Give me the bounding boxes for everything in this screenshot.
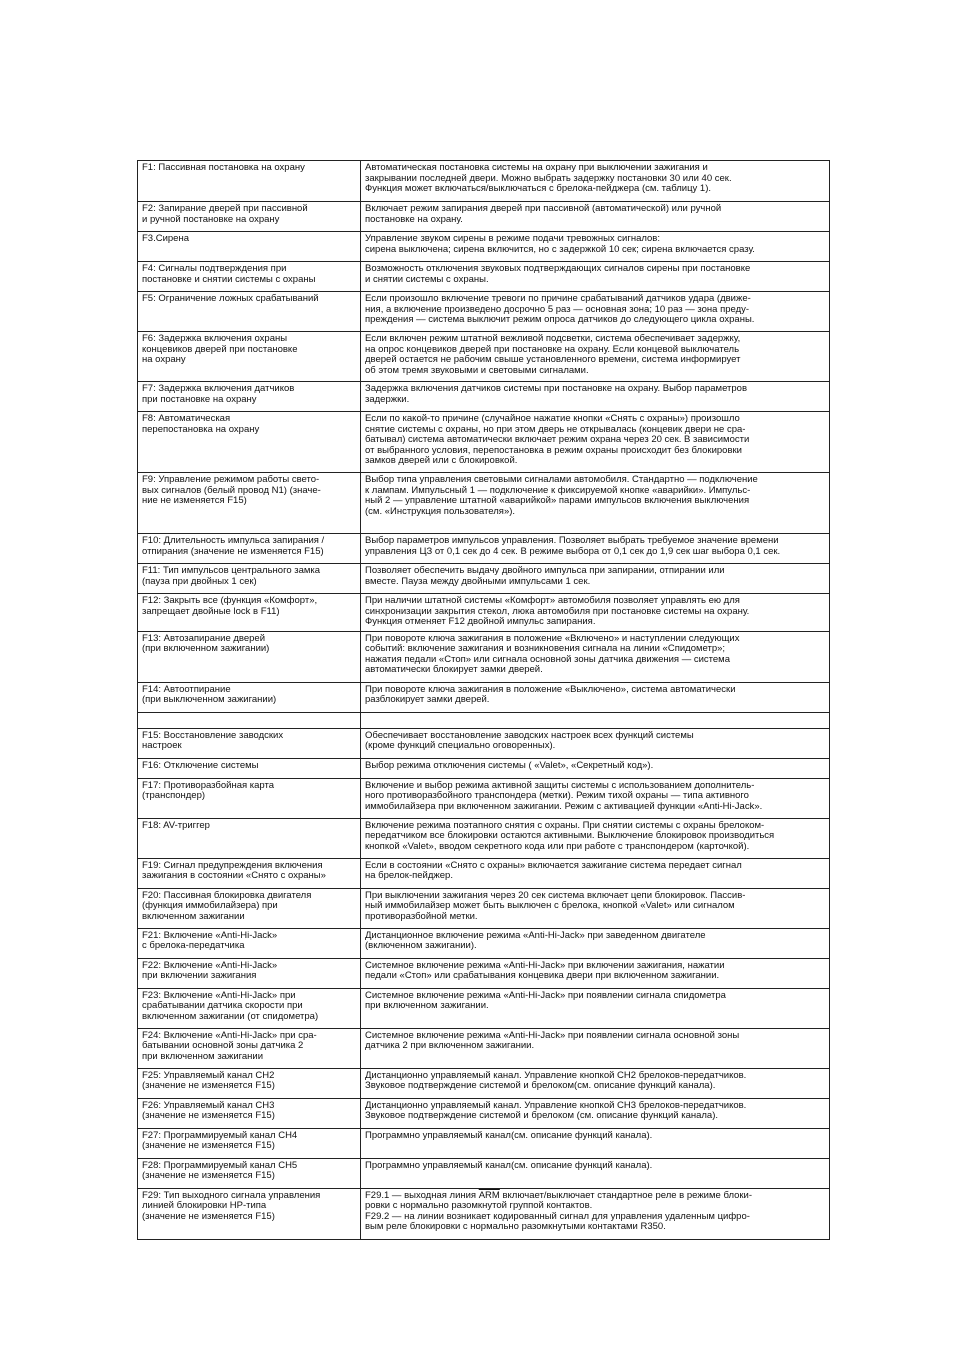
function-description-cell: Включает режим запирания дверей при пассивной (автоматической) или ручной постановке на охрану.: [361, 202, 830, 232]
functions-table: [137, 160, 830, 1240]
table-row: [138, 1028, 830, 1068]
function-description-cell: Системное включение режима «Anti-Hi-Jack» при появлении сигнала спидометра при включенном зажигании.: [361, 988, 830, 1028]
table-row: [138, 292, 830, 332]
function-name-cell: F16: Отключение системы: [138, 758, 361, 778]
description-text: включает/выключает стандартное реле в режиме блоки- ровки с нормально разомкнутой группой контактов. F29.2 — на линии возникает кодированный сигнал для управления удаленным цифро- вым реле блокировки с нормально разомкнутыми контактами R350.: [365, 1189, 753, 1232]
function-name-cell: F13: Автозапирание дверей (при включенном зажигании): [138, 631, 361, 682]
function-name-cell: F18: AV-триггер: [138, 818, 361, 858]
function-name-cell: F5: Ограничение ложных срабатываний: [138, 292, 361, 332]
function-description-cell: Выбор параметров импульсов управления. Позволяет выбрать требуемое значение времени управления ЦЗ от 0,1 сек до 4 сек. В режиме выбора от 0,1 сек до 1,9 сек шаг выбора 0,1 сек.: [361, 534, 830, 564]
table-row: [138, 262, 830, 292]
function-name-cell: F27: Программируемый канал CH4 (значение не изменяется F15): [138, 1128, 361, 1158]
function-name-cell: F17: Противоразбойная карта (транспондер): [138, 778, 361, 818]
function-name-cell: F10: Длительность импульса запирания / отпирания (значение не изменяется F15): [138, 534, 361, 564]
function-name-cell: F21: Включение «Anti-Hi-Jack» с брелока-передатчика: [138, 928, 361, 958]
function-name-cell: F15: Восстановление заводских настроек: [138, 728, 361, 758]
table-row: [138, 232, 830, 262]
function-description-cell: Если включен режим штатной вежливой подсветки, система обеспечивает задержку, на опрос концевиков дверей при постановке на охрану. Если концевой выключатель дверей остается не рабочим свыше установленного времени, система информирует об этом тремя звуковыми и световыми сигналами.: [361, 332, 830, 382]
arm-line-label: $\overline{ARM}$: [478, 1189, 500, 1201]
table-row: [138, 473, 830, 534]
function-name-cell: F14: Автоотпирание (при выключенном зажигании): [138, 682, 361, 712]
table-row: [138, 758, 830, 778]
function-description-cell: Если в состоянии «Снято с охраны» включается зажигание система передает сигнал на брелок-пейджер.: [361, 858, 830, 888]
function-description-cell: Включение и выбор режима активной защиты системы с использованием дополнитель- ного противоразбойного транспондера (метки). Режим тихой охраны — типа активного иммобилайзера при включенном зажигании. Режим с активацией функции «Anti-Hi-Jack».: [361, 778, 830, 818]
table-row: [138, 958, 830, 988]
function-name-cell: F23: Включение «Anti-Hi-Jack» при срабатывании датчика скорости при включенном зажигании (от спидометра): [138, 988, 361, 1028]
function-description-cell: Если произошло включение тревоги по причине срабатываний датчиков удара (движе- ния, а включение произведено досрочно 5 раз — основная зона; 10 раз — зона преду- преждения — система выключит режим опроса датчиков до следующего цикла охраны.: [361, 292, 830, 332]
functions-table-body: [138, 161, 830, 1240]
table-row: [138, 988, 830, 1028]
function-name-cell: F20: Пассивная блокировка двигателя (функция иммобилайзера) при включенном зажигании: [138, 888, 361, 928]
table-row: [138, 202, 830, 232]
function-name-cell: F1: Пассивная постановка на охрану: [138, 161, 361, 202]
function-name-cell: F25: Управляемый канал CH2 (значение не изменяется F15): [138, 1068, 361, 1098]
function-description-cell: Возможность отключения звуковых подтверждающих сигналов сирены при постановке и снятии системы с охраны.: [361, 262, 830, 292]
function-description-cell: Выбор режима отключения системы ( «Valet», «Секретный код»).: [361, 758, 830, 778]
table-row: [138, 412, 830, 473]
function-description-cell: Дистанционное включение режима «Anti-Hi-Jack» при заведенном двигателе (включенном зажигании).: [361, 928, 830, 958]
function-name-cell: F4: Сигналы подтверждения при постановке и снятии системы с охраны: [138, 262, 361, 292]
function-description-cell: Дистанционно управляемый канал. Управление кнопкой CH3 брелоков-передатчиков. Звуковое подтверждение системой и брелоком (см. описание функций канала).: [361, 1098, 830, 1128]
function-name-cell: F24: Включение «Anti-Hi-Jack» при сра- батывании основной зоны датчика 2 при включенном зажигании: [138, 1028, 361, 1068]
description-text: F29.1 — выходная линия: [365, 1189, 479, 1201]
function-description-cell: Обеспечивает восстановление заводских настроек всех функций системы (кроме функций специально оговоренных).: [361, 728, 830, 758]
function-name-cell: F2: Запирание дверей при пассивной и ручной постановке на охрану: [138, 202, 361, 232]
function-description-cell: Автоматическая постановка системы на охрану при выключении зажигания и закрывании последней двери. Можно выбрать задержку постановки 30 или 40 сек. Функция может включаться/выключаться с брелока-пейджера (см. таблицу 1).: [361, 161, 830, 202]
table-row: [138, 564, 830, 594]
function-name-cell: F11: Тип импульсов центрального замка (пауза при двойных 1 сек): [138, 564, 361, 594]
function-name-cell: F8: Автоматическая перепостановка на охрану: [138, 412, 361, 473]
function-description-cell: При повороте ключа зажигания в положение «Включено» и наступлении следующих событий: включение зажигания и возникновения сигнала на линии «Спидометр»; нажатия педали «Стоп» или сигнала основной зоны датчика движения — система автоматически блокирует замки дверей.: [361, 631, 830, 682]
table-row: [138, 928, 830, 958]
table-row: [138, 728, 830, 758]
function-description-cell: При повороте ключа зажигания в положение «Выключено», система автоматически разблокирует замки дверей.: [361, 682, 830, 712]
table-row: [138, 382, 830, 412]
table-row: [138, 888, 830, 928]
table-row: [138, 682, 830, 712]
table-row: [138, 778, 830, 818]
function-description-cell: Задержка включения датчиков системы при постановке на охрану. Выбор параметров задержки.: [361, 382, 830, 412]
table-row: [138, 332, 830, 382]
table-row: [138, 631, 830, 682]
function-description-cell: При наличии штатной системы «Комфорт» автомобиля позволяет управлять ею для синхронизации закрытия стекол, люка автомобиля при постановке системы на охрану. Функция отменяет F12 двойной импульс запирания.: [361, 594, 830, 632]
function-description-cell: При выключении зажигания через 20 сек система включает цепи блокировок. Пассив- ный иммобилайзер может быть выключен с брелока, кнопкой «Valet» или сигналом противоразбойной метки.: [361, 888, 830, 928]
function-description-cell: [361, 1188, 830, 1239]
function-name-cell: [138, 712, 361, 728]
table-row: [138, 1188, 830, 1239]
function-name-cell: F7: Задержка включения датчиков при постановке на охрану: [138, 382, 361, 412]
table-row: [138, 161, 830, 202]
function-description-cell: Если по какой-то причине (случайное нажатие кнопки «Снять с охраны») произошло снятие системы с охраны, но при этом дверь не открывалась (концевик двери не сра- батывал) система автоматически включает режим охрана через 20 сек. В зависимости от выбранного условия, перепостановка в режим охраны происходит без блокировки замков дверей или с блокировкой.: [361, 412, 830, 473]
function-description-cell: Программно управляемый канал(см. описание функций канала).: [361, 1128, 830, 1158]
function-description-cell: Управление звуком сирены в режиме подачи тревожных сигналов: сирена выключена; сирена включится, но с задержкой 10 сек; сирена включается сразу.: [361, 232, 830, 262]
function-name-cell: F9: Управление режимом работы свето- вых сигналов (белый провод N1) (значе- ние не изменяется F15): [138, 473, 361, 534]
function-description-cell: Системное включение режима «Anti-Hi-Jack» при появлении сигнала основной зоны датчика 2 при включенном зажигании.: [361, 1028, 830, 1068]
table-row: [138, 1068, 830, 1098]
function-description-cell: [361, 712, 830, 728]
table-row: [138, 818, 830, 858]
function-name-cell: F12: Закрыть все (функция «Комфорт», запрещает двойные lock в F11): [138, 594, 361, 632]
table-row: [138, 1158, 830, 1188]
function-description-cell: Позволяет обеспечить выдачу двойного импульса при запирании, отпирании или вместе. Пауза между двойными импульсами 1 сек.: [361, 564, 830, 594]
table-row: [138, 534, 830, 564]
table-row: [138, 1098, 830, 1128]
table-row: [138, 594, 830, 632]
function-name-cell: F22: Включение «Anti-Hi-Jack» при включении зажигания: [138, 958, 361, 988]
table-row: [138, 712, 830, 728]
table-row: [138, 1128, 830, 1158]
function-description-cell: Включение режима поэтапного снятия с охраны. При снятии системы с охраны брелоком- передатчиком все блокировки остаются активными. Выключение блокировок производиться кнопкой «Valet», вводом секретного кода или при работе с транспондером (карточкой).: [361, 818, 830, 858]
function-description-cell: Программно управляемый канал(см. описание функций канала).: [361, 1158, 830, 1188]
function-name-cell: F19: Сигнал предупреждения включения зажигания в состоянии «Снято с охраны»: [138, 858, 361, 888]
function-description-cell: Дистанционно управляемый канал. Управление кнопкой CH2 брелоков-передатчиков. Звуковое подтверждение системой и брелоком(см. описание функций канала).: [361, 1068, 830, 1098]
function-name-cell: F6: Задержка включения охраны концевиков дверей при постановке на охрану: [138, 332, 361, 382]
table-row: [138, 858, 830, 888]
function-name-cell: F29: Тип выходного сигнала управления линией блокировки HP-типа (значение не изменяется F15): [138, 1188, 361, 1239]
function-name-cell: F28: Программируемый канал CH5 (значение не изменяется F15): [138, 1158, 361, 1188]
function-description-cell: Выбор типа управления световыми сигналами автомобиля. Стандартно — подключение к лампам. Импульсный 1 — подключение к фиксируемой кнопке «аварийки». Импульс- ный 2 — управление штатной «аварийкой» парами импульсов включения выключения (см. «Инструкция пользователя»).: [361, 473, 830, 534]
function-name-cell: F3.Сирена: [138, 232, 361, 262]
function-name-cell: F26: Управляемый канал CH3 (значение не изменяется F15): [138, 1098, 361, 1128]
function-description-cell: Системное включение режима «Anti-Hi-Jack» при включении зажигания, нажатии педали «Стоп» или срабатывания концевика двери при включенном зажигании.: [361, 958, 830, 988]
